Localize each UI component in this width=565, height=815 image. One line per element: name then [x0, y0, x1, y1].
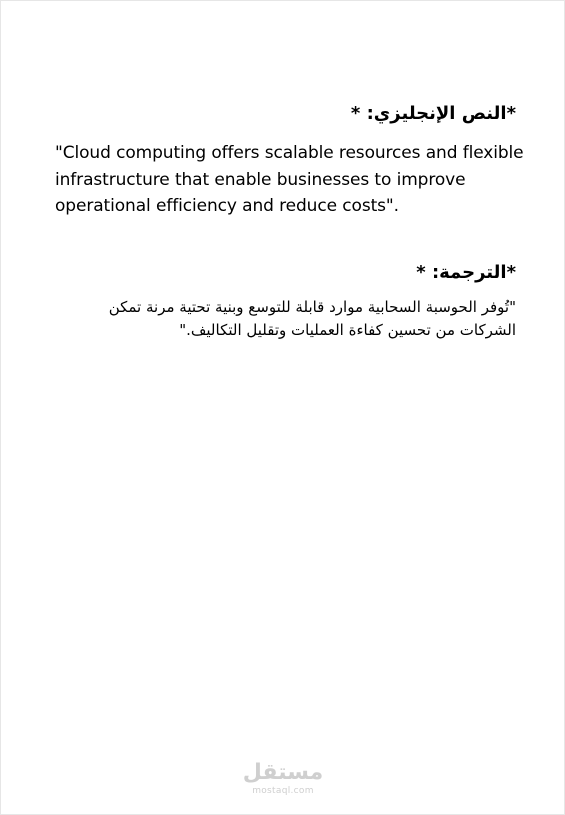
translation-heading: *الترجمة: *	[416, 262, 516, 283]
watermark-domain: mostaql.com	[252, 786, 314, 796]
english-text-line: infrastructure that enable businesses to improve	[55, 169, 466, 190]
translation-line: "تُوفر الحوسبة السحابية موارد قابلة للتوسع وبنية تحتية مرنة تمكن	[108, 298, 516, 316]
watermark-logo: مستقل	[242, 760, 324, 785]
english-text-body	[55, 140, 525, 220]
translation-body	[86, 296, 516, 342]
english-text-line: operational efficiency and reduce costs".	[55, 196, 399, 216]
mostaql-watermark	[238, 760, 328, 796]
english-text-heading: *النص الإنجليزي: *	[350, 103, 516, 124]
translation-line: الشركات من تحسين كفاءة العمليات وتقليل التكاليف."	[179, 321, 516, 339]
english-text-line: "Cloud computing offers scalable resources and flexible	[55, 143, 524, 163]
